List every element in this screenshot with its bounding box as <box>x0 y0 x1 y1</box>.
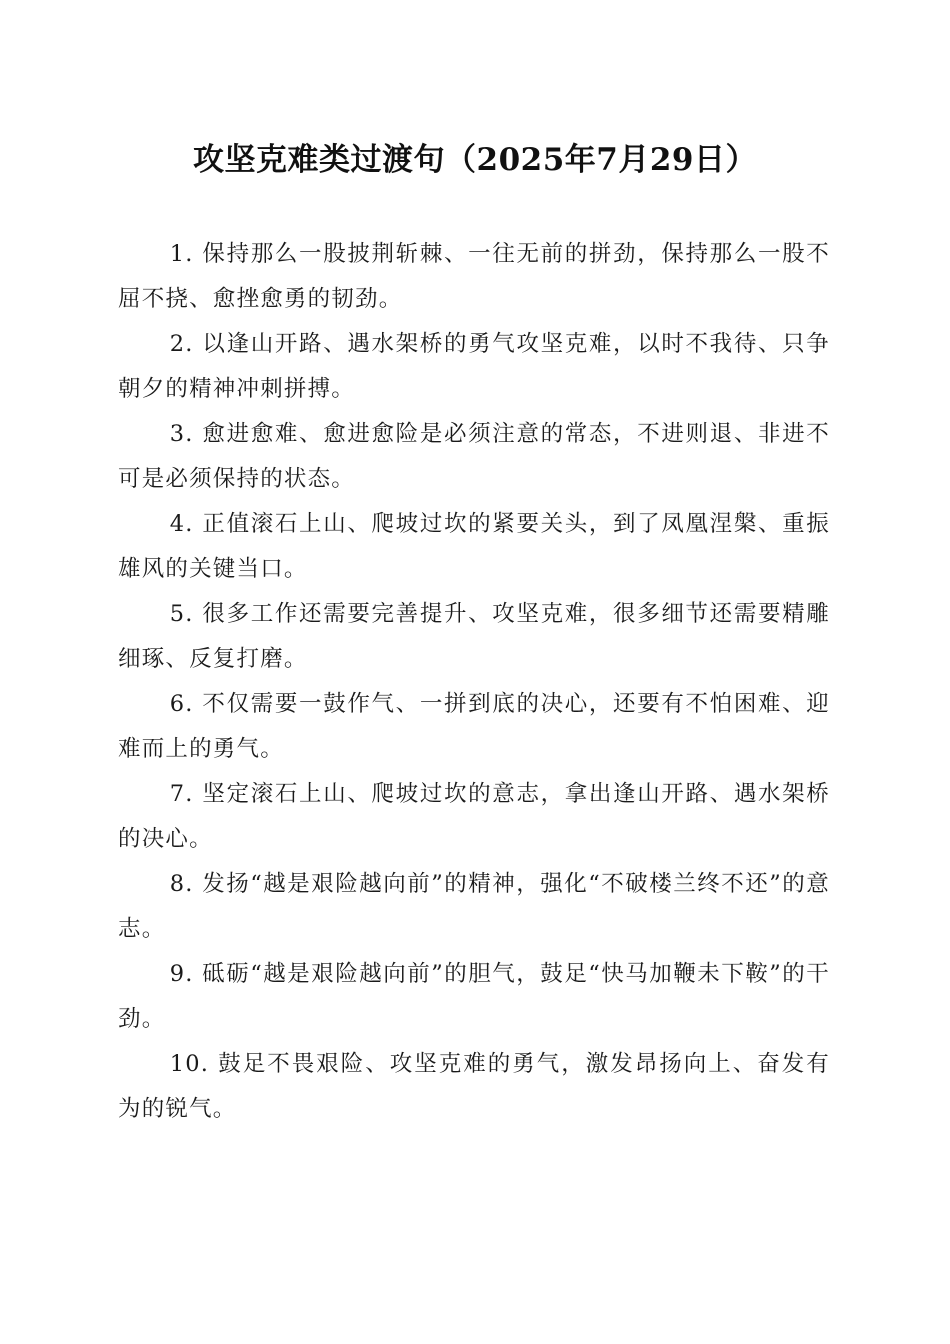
paragraph-8: 8. 发扬“越是艰险越向前”的精神，强化“不破楼兰终不还”的意志。 <box>118 871 830 942</box>
paragraph-4: 4. 正值滚石上山、爬坡过坎的紧要关头，到了凤凰涅槃、重振雄风的关键当口。 <box>118 511 830 582</box>
paragraph-3: 3. 愈进愈难、愈进愈险是必须注意的常态，不进则退、非进不可是必须保持的状态。 <box>118 421 830 492</box>
paragraph-7: 7. 坚定滚石上山、爬坡过坎的意志，拿出逢山开路、遇水架桥的决心。 <box>118 781 830 852</box>
paragraph-10: 10. 鼓足不畏艰险、攻坚克难的勇气，激发昂扬向上、奋发有为的锐气。 <box>118 1051 830 1122</box>
paragraph-9: 9. 砥砺“越是艰险越向前”的胆气，鼓足“快马加鞭未下鞍”的干劲。 <box>118 961 830 1032</box>
paragraph-5: 5. 很多工作还需要完善提升、攻坚克难，很多细节还需要精雕细琢、反复打磨。 <box>118 601 830 672</box>
paragraph-6: 6. 不仅需要一鼓作气、一拼到底的决心，还要有不怕困难、迎难而上的勇气。 <box>118 691 830 762</box>
document-body <box>118 232 830 1132</box>
paragraph-2: 2. 以逢山开路、遇水架桥的勇气攻坚克难，以时不我待、只争朝夕的精神冲刺拼搏。 <box>118 331 830 402</box>
paragraph-1: 1. 保持那么一股披荆斩棘、一往无前的拼劲，保持那么一股不屈不挠、愈挫愈勇的韧劲。 <box>118 241 830 312</box>
document-title: 攻坚克难类过渡句（2025年7月29日） <box>193 142 757 178</box>
